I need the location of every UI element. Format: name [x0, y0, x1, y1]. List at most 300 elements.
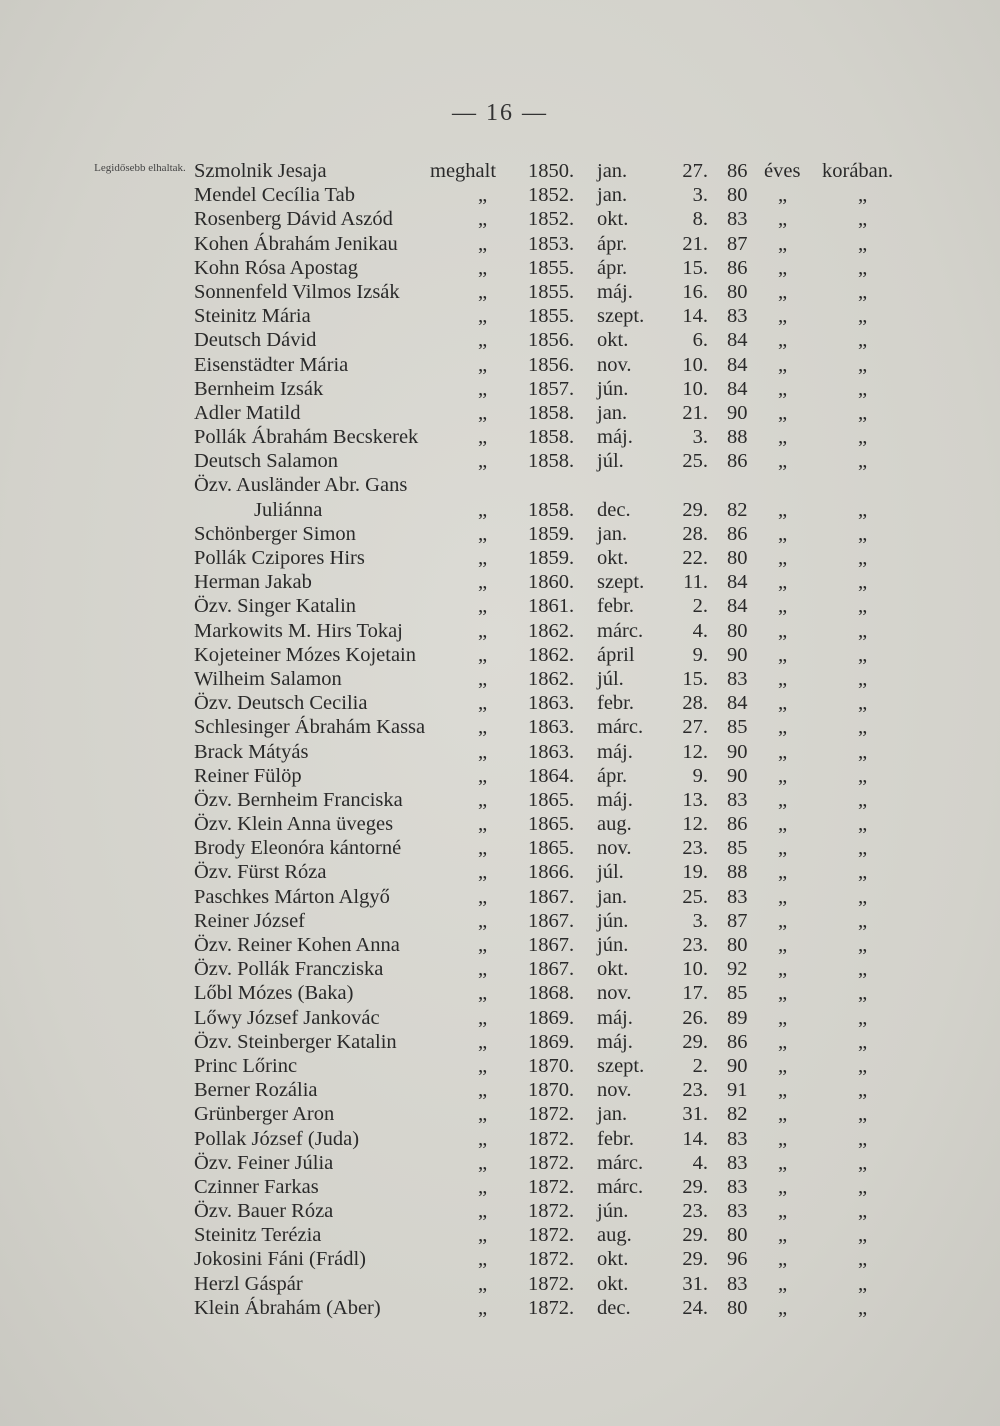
entry-year: 1859. — [528, 522, 575, 545]
entry-age: 83 — [727, 885, 748, 908]
entry-day: 29. — [682, 498, 708, 521]
entry-verb-ditto: „ — [478, 643, 488, 666]
entry-age-suffix-ditto: „ — [858, 522, 868, 545]
register-row — [0, 1296, 1000, 1320]
entry-age-unit-ditto: „ — [778, 1296, 788, 1319]
register-row — [0, 933, 1000, 957]
register-row — [0, 812, 1000, 836]
entry-age-unit-ditto: „ — [778, 1200, 788, 1223]
entry-age-suffix-ditto: „ — [858, 861, 868, 884]
entry-name: Jokosini Fáni (Frádl) — [194, 1248, 366, 1271]
entry-year: 1861. — [528, 595, 575, 618]
entry-year: 1850. — [528, 160, 575, 182]
entry-verb-ditto: „ — [478, 232, 488, 255]
entry-name: Lőbl Mózes (Baka) — [194, 982, 354, 1005]
entry-age: 90 — [727, 643, 748, 666]
entry-age-suffix-ditto: „ — [858, 619, 868, 642]
entry-month: júl. — [597, 450, 624, 473]
entry-day: 31. — [682, 1272, 708, 1295]
entry-month: jan. — [597, 1103, 628, 1126]
entry-age-unit-ditto: „ — [778, 909, 788, 932]
register-row — [0, 522, 1000, 546]
entry-verb-ditto: „ — [478, 1151, 488, 1174]
register-row — [0, 280, 1000, 304]
entry-age-unit-ditto: „ — [778, 1006, 788, 1029]
entry-day: 31. — [682, 1103, 708, 1126]
entry-age: 80 — [727, 280, 748, 303]
entry-month: jún. — [597, 377, 629, 400]
register-row — [0, 594, 1000, 618]
entry-month: jún. — [597, 909, 629, 932]
entry-verb-ditto: „ — [478, 667, 488, 690]
entry-age-unit-ditto: „ — [778, 740, 788, 763]
entry-month: márc. — [597, 619, 644, 642]
entry-verb-ditto: „ — [478, 377, 488, 400]
register-rows — [0, 183, 1000, 1320]
entry-name: Pollák Ábrahám Becskerek — [194, 426, 419, 449]
entry-verb-ditto: „ — [478, 522, 488, 545]
entry-day: 9. — [692, 764, 708, 787]
entry-age-unit-ditto: „ — [778, 305, 788, 328]
entry-age: 80 — [727, 547, 748, 569]
entry-age: 80 — [727, 1224, 748, 1247]
entry-month: máj. — [597, 1030, 633, 1053]
entry-verb-ditto: „ — [478, 208, 488, 231]
entry-age-suffix-ditto: „ — [858, 305, 868, 328]
entry-age-suffix-ditto: „ — [858, 716, 868, 739]
entry-age-unit-ditto: „ — [778, 208, 788, 231]
entry-name: Lőwy József Jankovác — [194, 1006, 380, 1029]
entry-verb-ditto: „ — [478, 1248, 488, 1271]
death-register-list — [0, 159, 1000, 1320]
entry-age-suffix-ditto: „ — [858, 498, 868, 521]
entry-day: 4. — [692, 1151, 708, 1174]
entry-month: nov. — [597, 982, 632, 1005]
entry-age: 88 — [727, 861, 748, 884]
entry-year: 1858. — [528, 498, 575, 521]
entry-age-unit-ditto: „ — [778, 329, 788, 352]
entry-age-unit-ditto: „ — [778, 667, 788, 690]
entry-age: 86 — [727, 160, 748, 182]
entry-day: 11. — [683, 571, 708, 594]
entry-day: 22. — [682, 547, 708, 569]
register-row — [0, 1175, 1000, 1199]
entry-day: 3. — [692, 426, 708, 449]
entry-day: 27. — [682, 716, 708, 739]
entry-year: 1872. — [528, 1272, 575, 1295]
entry-age-unit-ditto: „ — [778, 619, 788, 642]
entry-month: ápr. — [597, 764, 628, 787]
entry-day: 3. — [692, 184, 708, 207]
entry-age-unit-ditto: „ — [778, 1272, 788, 1295]
entry-month: dec. — [597, 498, 631, 521]
entry-name: Özv. Deutsch Cecilia — [194, 692, 368, 715]
entry-name: Özv. Pollák Francziska — [194, 958, 384, 981]
entry-day: 12. — [682, 740, 708, 763]
entry-age: 80 — [727, 184, 748, 207]
entry-year: 1869. — [528, 1006, 575, 1029]
entry-age: 83 — [727, 208, 748, 231]
entry-month: jan. — [597, 184, 628, 207]
entry-verb-ditto: „ — [478, 1079, 488, 1102]
entry-name: Özv. Fürst Róza — [194, 861, 327, 884]
entry-age: 87 — [727, 232, 748, 255]
entry-age: 84 — [727, 377, 748, 400]
entry-name: Princ Lőrinc — [194, 1054, 298, 1077]
entry-year: 1863. — [528, 740, 575, 763]
entry-age: 84 — [727, 595, 748, 618]
entry-age-suffix-ditto: „ — [858, 1151, 868, 1174]
entry-age-unit-ditto: „ — [778, 692, 788, 715]
entry-year: 1872. — [528, 1127, 575, 1150]
entry-name: Eisenstädter Mária — [194, 353, 349, 376]
entry-age: 83 — [727, 1272, 748, 1295]
entry-month: febr. — [597, 595, 634, 618]
entry-day: 13. — [682, 788, 708, 811]
entry-age-unit-ditto: „ — [778, 401, 788, 424]
entry-age-unit-ditto: „ — [778, 571, 788, 594]
entry-age-suffix-ditto: „ — [858, 934, 868, 956]
entry-year: 1858. — [528, 450, 575, 473]
entry-verb-ditto: „ — [478, 619, 488, 642]
entry-verb-ditto: „ — [478, 1103, 488, 1126]
entry-age-suffix-ditto: „ — [858, 667, 868, 690]
register-row — [0, 159, 1000, 183]
entry-age-suffix-ditto: „ — [858, 1272, 868, 1295]
entry-age-unit-ditto: „ — [778, 1054, 788, 1077]
entry-age: 84 — [727, 329, 748, 352]
register-row — [0, 401, 1000, 425]
entry-age: 96 — [727, 1248, 748, 1271]
entry-name: Deutsch Dávid — [194, 329, 317, 352]
entry-year: 1860. — [528, 571, 575, 594]
entry-name: Reiner József — [194, 909, 305, 932]
entry-year: 1870. — [528, 1079, 575, 1102]
entry-verb-ditto: „ — [478, 1054, 488, 1077]
entry-name: Wilheim Salamon — [194, 667, 342, 690]
entry-year: 1872. — [528, 1103, 575, 1126]
entry-age: 85 — [727, 837, 748, 860]
entry-day: 24. — [682, 1296, 708, 1319]
entry-age-suffix-ditto: „ — [858, 1175, 868, 1198]
entry-verb-ditto: „ — [478, 692, 488, 715]
entry-year: 1855. — [528, 256, 575, 279]
entry-age-unit-ditto: „ — [778, 861, 788, 884]
register-row — [0, 836, 1000, 860]
entry-verb-ditto: „ — [478, 1224, 488, 1247]
entry-age-suffix-ditto: „ — [858, 426, 868, 449]
entry-month: máj. — [597, 788, 633, 811]
register-row — [0, 1102, 1000, 1126]
entry-day: 2. — [692, 1054, 708, 1077]
entry-day: 14. — [682, 1127, 708, 1150]
entry-age-suffix-ditto: „ — [858, 1224, 868, 1247]
entry-verb-ditto: „ — [478, 958, 488, 981]
register-row — [0, 715, 1000, 739]
entry-age: 86 — [727, 256, 748, 279]
register-row — [0, 643, 1000, 667]
entry-age: 80 — [727, 619, 748, 642]
entry-age: 83 — [727, 667, 748, 690]
register-row — [0, 740, 1000, 764]
entry-age-suffix-ditto: „ — [858, 643, 868, 666]
entry-age-unit-ditto: „ — [778, 788, 788, 811]
entry-age-suffix-ditto: „ — [858, 982, 868, 1005]
register-row — [0, 981, 1000, 1005]
entry-year: 1862. — [528, 619, 575, 642]
entry-month: dec. — [597, 1296, 631, 1319]
entry-age-suffix-ditto: „ — [858, 1296, 868, 1319]
entry-name: Brack Mátyás — [194, 740, 309, 763]
entry-month: szept. — [597, 1054, 645, 1077]
entry-age: 84 — [727, 571, 748, 594]
entry-day: 28. — [682, 692, 708, 715]
entry-age-suffix-ditto: „ — [858, 571, 868, 594]
entry-age: 86 — [727, 450, 748, 473]
entry-age-suffix-ditto: „ — [858, 740, 868, 763]
entry-month: máj. — [597, 426, 633, 449]
entry-verb-ditto: „ — [478, 329, 488, 352]
entry-month: márc. — [597, 1175, 644, 1198]
entry-name: Szmolnik Jesaja — [194, 160, 327, 182]
entry-age-unit-ditto: „ — [778, 1175, 788, 1198]
entry-name: Czinner Farkas — [194, 1175, 319, 1198]
entry-age-unit-ditto: „ — [778, 426, 788, 449]
entry-age-unit-ditto: „ — [778, 716, 788, 739]
entry-name: Kohn Rósa Apostag — [194, 256, 358, 279]
entry-day: 21. — [682, 232, 708, 255]
register-row — [0, 570, 1000, 594]
entry-name: Pollak József (Juda) — [194, 1127, 360, 1150]
entry-age-suffix-ditto: „ — [858, 909, 868, 932]
entry-day: 25. — [682, 885, 708, 908]
entry-age: 80 — [727, 1296, 748, 1319]
entry-verb-ditto: „ — [478, 280, 488, 303]
entry-age: 86 — [727, 1030, 748, 1053]
entry-age: 80 — [727, 934, 748, 956]
entry-day: 10. — [682, 353, 708, 376]
entry-month: okt. — [597, 958, 629, 981]
entry-month: szept. — [597, 571, 645, 594]
entry-age-suffix-ditto: „ — [858, 595, 868, 618]
entry-year: 1856. — [528, 353, 575, 376]
entry-age-unit-ditto: „ — [778, 934, 788, 956]
entry-age-unit-ditto: „ — [778, 184, 788, 207]
entry-age-suffix-ditto: „ — [858, 1103, 868, 1126]
register-row — [0, 1006, 1000, 1030]
register-row — [0, 498, 1000, 522]
register-row — [0, 957, 1000, 981]
entry-verb-ditto: „ — [478, 1175, 488, 1198]
register-row — [0, 764, 1000, 788]
entry-month: nov. — [597, 353, 632, 376]
entry-verb-ditto: „ — [478, 498, 488, 521]
entry-day: 12. — [682, 813, 708, 836]
entry-age-suffix-ditto: „ — [858, 1248, 868, 1271]
entry-day: 10. — [682, 377, 708, 400]
entry-name: Özv. Steinberger Katalin — [194, 1030, 397, 1053]
entry-name: Kojeteiner Mózes Kojetain — [194, 643, 417, 666]
entry-day: 10. — [682, 958, 708, 981]
entry-day: 27. — [682, 160, 708, 182]
entry-name: Paschkes Márton Algyő — [194, 885, 390, 908]
entry-month: okt. — [597, 1248, 629, 1271]
register-row — [0, 1030, 1000, 1054]
entry-age-unit-ditto: „ — [778, 522, 788, 545]
margin-note: Legidősebb elhaltak. — [94, 162, 186, 174]
entry-month: máj. — [597, 1006, 633, 1029]
entry-month: jan. — [597, 885, 628, 908]
entry-month: aug. — [597, 813, 632, 836]
entry-year: 1863. — [528, 692, 575, 715]
entry-verb-ditto: „ — [478, 1296, 488, 1319]
entry-year: 1870. — [528, 1054, 575, 1077]
entry-age-unit-ditto: „ — [778, 813, 788, 836]
entry-age-unit-ditto: „ — [778, 643, 788, 666]
entry-day: 29. — [682, 1030, 708, 1053]
entry-day: 23. — [682, 837, 708, 860]
entry-month: ápr. — [597, 256, 628, 279]
entry-month: ápril — [597, 643, 635, 666]
entry-year: 1872. — [528, 1175, 575, 1198]
entry-month: jan. — [597, 160, 628, 182]
entry-age: 90 — [727, 401, 748, 424]
entry-year: 1867. — [528, 885, 575, 908]
entry-age-suffix-ditto: „ — [858, 280, 868, 303]
entry-verb-ditto: „ — [478, 885, 488, 908]
entry-day: 4. — [692, 619, 708, 642]
register-row — [0, 1151, 1000, 1175]
entry-age: 90 — [727, 740, 748, 763]
entry-age-unit-ditto: „ — [778, 764, 788, 787]
entry-verb-ditto: „ — [478, 547, 488, 569]
entry-name: Steinitz Mária — [194, 305, 311, 328]
entry-verb: meghalt — [430, 160, 497, 182]
entry-name: Klein Ábrahám (Aber) — [194, 1296, 381, 1319]
entry-name: Juliánna — [254, 498, 323, 521]
entry-age-suffix-ditto: „ — [858, 1200, 868, 1223]
entry-age-suffix-ditto: „ — [858, 1127, 868, 1150]
entry-verb-ditto: „ — [478, 1127, 488, 1150]
register-row — [0, 860, 1000, 884]
entry-age-unit-ditto: „ — [778, 256, 788, 279]
entry-age: 85 — [727, 982, 748, 1005]
entry-day: 19. — [682, 861, 708, 884]
entry-day: 15. — [682, 256, 708, 279]
entry-verb-ditto: „ — [478, 1200, 488, 1223]
entry-age-suffix-ditto: „ — [858, 208, 868, 231]
entry-age: 84 — [727, 692, 748, 715]
entry-verb-ditto: „ — [478, 256, 488, 279]
register-row — [0, 473, 1000, 497]
entry-year: 1859. — [528, 547, 575, 569]
register-row — [0, 256, 1000, 280]
entry-name: Özv. Bauer Róza — [194, 1200, 334, 1223]
entry-year: 1872. — [528, 1224, 575, 1247]
entry-name: Steinitz Terézia — [194, 1224, 322, 1247]
entry-name: Berner Rozália — [194, 1079, 318, 1102]
entry-verb-ditto: „ — [478, 450, 488, 473]
entry-verb-ditto: „ — [478, 1006, 488, 1029]
entry-name: Pollák Czipores Hirs — [194, 547, 365, 569]
entry-age: 83 — [727, 305, 748, 328]
entry-age-unit-ditto: „ — [778, 1248, 788, 1271]
entry-name: Adler Matild — [194, 401, 301, 424]
entry-age: 89 — [727, 1006, 748, 1029]
entry-age-suffix: korában. — [822, 160, 894, 182]
entry-day: 28. — [682, 522, 708, 545]
entry-name: Grünberger Aron — [194, 1103, 335, 1126]
entry-age-unit-ditto: „ — [778, 837, 788, 860]
entry-day: 17. — [682, 982, 708, 1005]
entry-age-unit-ditto: „ — [778, 1224, 788, 1247]
entry-name: Özv. Feiner Júlia — [194, 1151, 334, 1174]
register-row — [0, 353, 1000, 377]
register-row — [0, 1054, 1000, 1078]
entry-age: 90 — [727, 764, 748, 787]
entry-verb-ditto: „ — [478, 934, 488, 956]
entry-name: Özv. Bernheim Franciska — [194, 788, 403, 811]
entry-age: 88 — [727, 426, 748, 449]
entry-age: 84 — [727, 353, 748, 376]
entry-age-unit-ditto: „ — [778, 498, 788, 521]
register-row — [0, 667, 1000, 691]
entry-year: 1858. — [528, 426, 575, 449]
entry-month: aug. — [597, 1224, 632, 1247]
entry-day: 23. — [682, 1200, 708, 1223]
entry-year: 1872. — [528, 1200, 575, 1223]
entry-age: 83 — [727, 1127, 748, 1150]
entry-month: júl. — [597, 861, 624, 884]
entry-age: 85 — [727, 716, 748, 739]
entry-day: 6. — [692, 329, 708, 352]
entry-year: 1856. — [528, 329, 575, 352]
entry-verb-ditto: „ — [478, 401, 488, 424]
entry-age: 86 — [727, 813, 748, 836]
entry-age-suffix-ditto: „ — [858, 1006, 868, 1029]
register-row — [0, 328, 1000, 352]
entry-verb-ditto: „ — [478, 982, 488, 1005]
entry-age-unit-ditto: „ — [778, 353, 788, 376]
entry-year: 1857. — [528, 377, 575, 400]
entry-year: 1865. — [528, 837, 575, 860]
entry-age-suffix-ditto: „ — [858, 401, 868, 424]
entry-year: 1863. — [528, 716, 575, 739]
entry-age-suffix-ditto: „ — [858, 353, 868, 376]
entry-verb-ditto: „ — [478, 740, 488, 763]
entry-month: febr. — [597, 692, 634, 715]
entry-age-unit-ditto: „ — [778, 450, 788, 473]
entry-year: 1872. — [528, 1248, 575, 1271]
entry-age-suffix-ditto: „ — [858, 813, 868, 836]
entry-name: Herman Jakab — [194, 571, 312, 594]
register-row — [0, 1272, 1000, 1296]
register-row — [0, 1127, 1000, 1151]
entry-month: nov. — [597, 1079, 632, 1102]
entry-age-suffix-ditto: „ — [858, 256, 868, 279]
entry-age: 83 — [727, 788, 748, 811]
entry-age-unit: éves — [764, 160, 801, 182]
entry-year: 1855. — [528, 305, 575, 328]
entry-year: 1867. — [528, 909, 575, 932]
entry-age: 83 — [727, 1200, 748, 1223]
entry-name: Bernheim Izsák — [194, 377, 324, 400]
entry-verb-ditto: „ — [478, 837, 488, 860]
entry-month: máj. — [597, 280, 633, 303]
entry-day: 29. — [682, 1224, 708, 1247]
entry-month: máj. — [597, 740, 633, 763]
entry-month: okt. — [597, 329, 629, 352]
